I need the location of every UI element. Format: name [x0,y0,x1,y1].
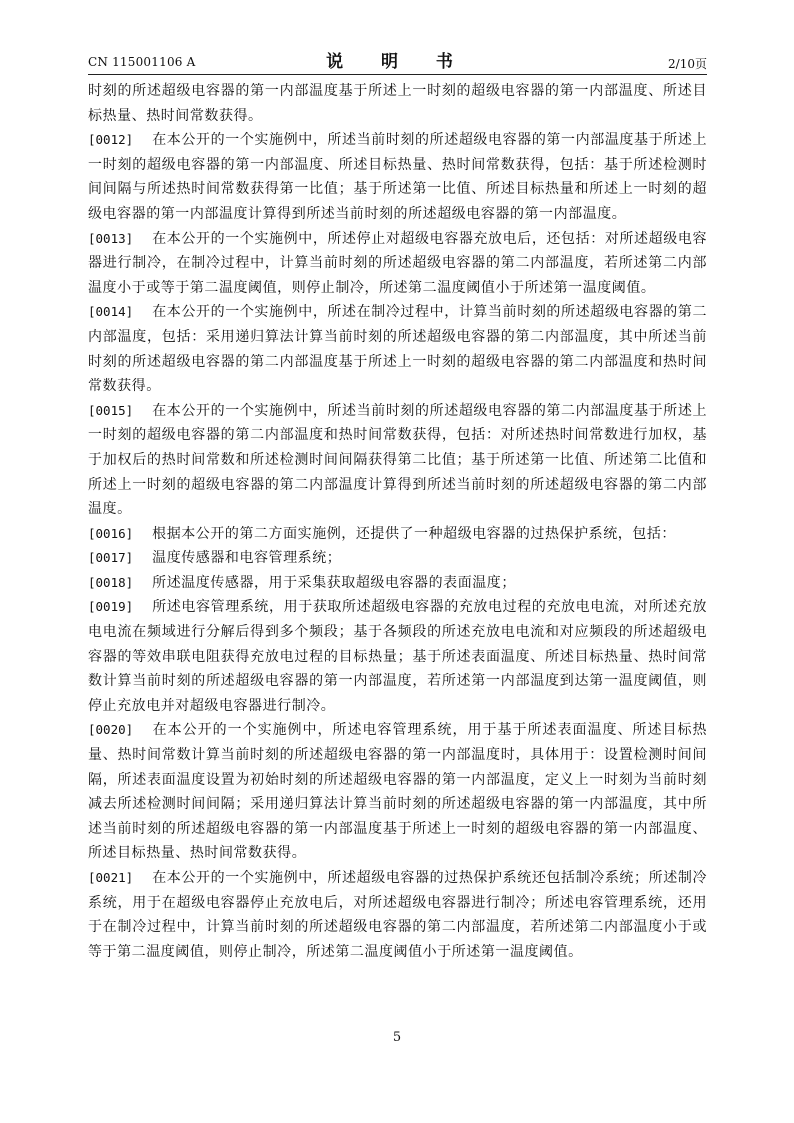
document-body [88,79,707,964]
continuation-text: 时刻的所述超级电容器的第一内部温度基于所述上一时刻的超级电容器的第一内部温度、所述目标热量、热时间常数获得。 [88,83,707,124]
doc-number: CN 115001106 A [88,55,196,69]
paragraph-number: [0015] [88,402,134,418]
paragraph-text: 根据本公开的第二方面实施例，还提供了一种超级电容器的过热保护系统，包括： [152,525,676,542]
paragraph-number: [0020] [88,722,134,738]
page-number: 5 [392,1030,402,1045]
paragraph-text: 在本公开的一个实施例中，所述当前时刻的所述超级电容器的第二内部温度基于所述上一时刻的超级电容器的第二内部温度和热时间常数获得，包括：对所述热时间常数进行加权，基于加权后的热时间常数和所述检测时间间隔获得第二比值；基于所述第一比值、所述第二比值和所述上一时刻的超级电容器的第二内部温度计算得到所述当前时刻的所述超级电容器的第二内部温度。 [88,402,707,518]
header-rule [88,74,707,75]
paragraph-number: [0021] [88,870,134,885]
paragraph-text: 温度传感器和电容管理系统； [152,550,342,567]
paragraph [88,128,707,226]
paragraph-number: [0019] [88,599,134,615]
page-indicator: 2/10页 [668,57,707,71]
paragraph [88,718,707,866]
paragraph [88,227,707,301]
page-header [88,47,707,75]
paragraph-text: 在本公开的一个实施例中，所述当前时刻的所述超级电容器的第一内部温度基于所述上一时刻的超级电容器的第一内部温度、所述目标热量、热时间常数获得，包括：基于所述检测时间间隔与所述热时间常数获得第一比值；基于所述第一比值、所述目标热量和所述上一时刻的超级电容器的第一内部温度计算得到所述当前时刻的所述超级电容器的第一内部温度。 [88,132,707,222]
page-title: 说 明 书 [326,52,469,72]
paragraph-text: 在本公开的一个实施例中，所述停止对超级电容器充放电后，还包括：对所述超级电容器进行制冷，在制冷过程中，计算当前时刻的所述超级电容器的第二内部温度，若所述第二内部温度小于或等于第二温度阈值，则停止制冷，所述第二温度阈值小于所述第一温度阈值。 [88,230,707,296]
paragraph [88,546,707,571]
paragraph [88,522,707,547]
paragraph-number: [0013] [88,230,134,246]
paragraph [88,399,707,522]
paragraph-number: [0012] [88,132,134,148]
paragraph [88,571,707,596]
paragraph [88,595,707,718]
paragraph-text: 在本公开的一个实施例中，所述电容管理系统，用于基于所述表面温度、所述目标热量、热时间常数计算当前时刻的所述超级电容器的第一内部温度时，具体用于：设置检测时间间隔，所述表面温度设置为初始时刻的所述超级电容器的第一内部温度，定义上一时刻为当前时刻减去所述检测时间间隔；采用递归算法计算当前时刻的所述超级电容器的第一内部温度，其中所述当前时刻的所述超级电容器的第一内部温度基于所述上一时刻的超级电容器的第一内部温度、所述目标热量、热时间常数获得。 [88,722,707,862]
paragraph-number: [0014] [88,304,134,320]
paragraph-text: 在本公开的一个实施例中，所述在制冷过程中，计算当前时刻的所述超级电容器的第二内部温度，包括：采用递归算法计算当前时刻的所述超级电容器的第二内部温度，其中所述当前时刻的所述超级电容器的第二内部温度基于所述上一时刻的超级电容器的第二内部温度和热时间常数获得。 [88,304,707,395]
paragraph-number: [0016] [88,525,134,541]
paragraph-number: [0017] [88,550,134,566]
paragraph-number: [0018] [88,574,134,590]
paragraph-text: 所述温度传感器，用于采集获取超级电容器的表面温度； [152,574,516,591]
paragraph-text: 所述电容管理系统，用于获取所述超级电容器的充放电过程的充放电电流，对所述充放电电流在频域进行分解后得到多个频段；基于各频段的所述充放电电流和对应频段的所述超级电容器的等效串联电阻获得充放电过程的目标热量；基于所述表面温度、所述目标热量、热时间常数计算当前时刻的所述超级电容器的第一内部温度，若所述第一内部温度到达第一温度阈值，则停止充放电并对超级电容器进行制冷。 [88,599,707,714]
paragraph [88,866,707,964]
paragraph-text: 在本公开的一个实施例中，所述超级电容器的过热保护系统还包括制冷系统；所述制冷系统，用于在超级电容器停止充放电后，对所述超级电容器进行制冷；所述电容管理系统，还用于在制冷过程中，计算当前时刻的所述超级电容器的第二内部温度，若所述第二内部温度小于或等于第二温度阈值，则停止制冷，所述第二温度阈值小于所述第一温度阈值。 [88,870,707,960]
paragraph [88,300,707,398]
